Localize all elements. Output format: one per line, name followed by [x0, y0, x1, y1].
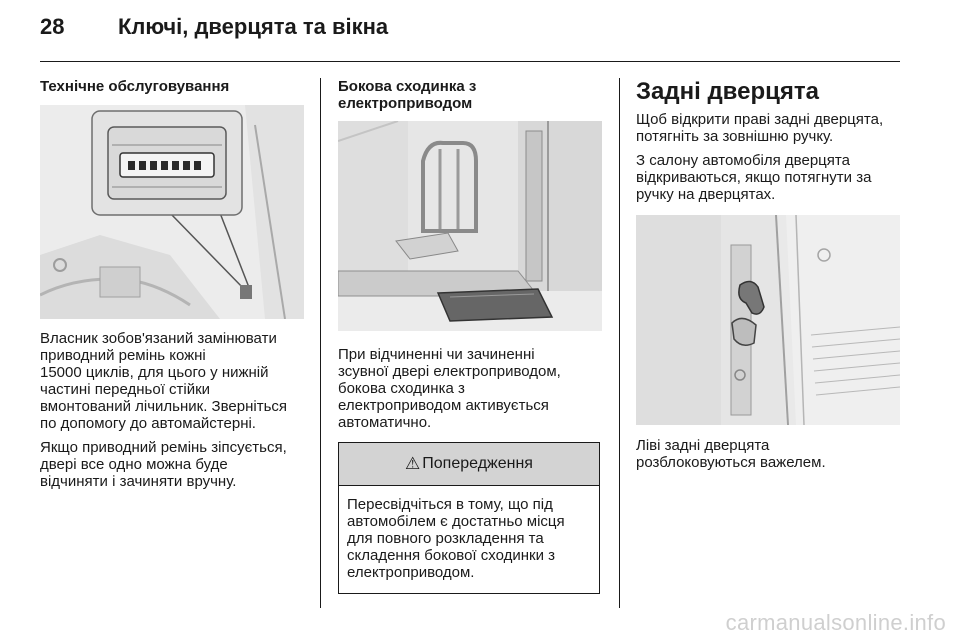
body-paragraph: Ліві задні дверцята розблоковуються важелем. — [636, 437, 826, 471]
warning-text: Пересвідчіться в тому, що під автомобілем є достатньо місця для повного розкладення та складення бокової сходинки з електроприводом. — [347, 496, 565, 581]
body-paragraph: Власник зобов'язаний замінювати приводний ремінь кожні 15000 циклів, для цього у нижній частині передньої стійки вмонтований лічильник. Зверніться по допомогу до автомайстерні. — [40, 330, 288, 432]
footer-watermark: carmanualsonline.info — [725, 610, 946, 635]
page-header — [40, 14, 388, 40]
header-rule — [40, 61, 900, 62]
counter-illustration — [40, 105, 304, 319]
body-paragraph: Щоб відкрити праві задні дверцята, потягніть за зовнішню ручку. — [636, 111, 884, 145]
warning-title: Попередження — [422, 455, 533, 472]
section-heading: Задні дверцята — [636, 78, 819, 105]
section-heading: Бокова сходинка з електроприводом — [338, 78, 477, 112]
column-side-step — [338, 78, 602, 594]
column-divider — [320, 78, 321, 608]
rear-door-illustration — [636, 215, 900, 425]
body-paragraph: Якщо приводний ремінь зіпсується, двері все одно можна буде відчиняти і зачиняти вручну. — [40, 439, 287, 490]
column-divider — [619, 78, 620, 608]
column-maintenance — [40, 78, 304, 497]
body-paragraph: З салону автомобіля дверцята відкриваються, якщо потягнути за ручку на дверцятах. — [636, 152, 872, 203]
page-number: 28 — [40, 14, 65, 39]
body-paragraph: При відчиненні чи зачиненні зсувної дверi електроприводом, бокова сходинка з електроприводом активується автоматично. — [338, 346, 561, 431]
warning-icon: ⚠ — [405, 454, 421, 473]
side-step-illustration — [338, 121, 602, 331]
page-title: Ключі, дверцята та вікна — [118, 14, 389, 39]
column-rear-doors — [636, 78, 906, 478]
warning-box — [338, 442, 600, 594]
section-heading: Технічне обслуговування — [40, 78, 230, 95]
warning-header — [339, 443, 599, 486]
